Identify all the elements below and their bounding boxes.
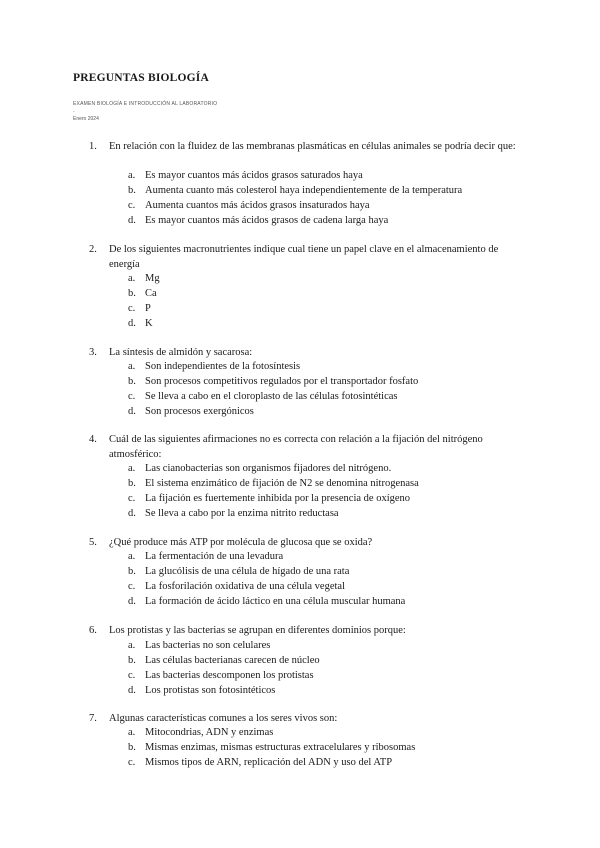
option-text: Los protistas son fotosintéticos [145, 685, 276, 696]
option-letter: d. [128, 406, 136, 417]
option-letter: b. [128, 566, 136, 577]
option-letter: b. [128, 655, 136, 666]
option-text: P [145, 303, 151, 314]
option-letter: d. [128, 596, 136, 607]
option-b [0, 374, 600, 389]
option-letter: c. [128, 670, 136, 681]
option-letter: a. [128, 640, 136, 651]
option-c [0, 491, 600, 506]
option-letter: c. [128, 303, 136, 314]
question-number: 5. [89, 537, 97, 548]
option-d [0, 683, 600, 698]
option-letter: a. [128, 170, 136, 181]
option-letter: a. [128, 727, 136, 738]
question-number: 4. [89, 434, 97, 445]
question-number: 6. [89, 625, 97, 636]
option-letter: b. [128, 376, 136, 387]
option-text: Es mayor cuantos más ácidos grasos saturados haya [145, 170, 363, 181]
option-text: Las cianobacterias son organismos fijadores del nitrógeno. [145, 463, 392, 474]
question-text: Cuál de las siguientes afirmaciones no es correcta con relación a la fijación del nitrógeno atmosférico: [109, 434, 483, 460]
option-text: El sistema enzimático de fijación de N2 se denomina nitrogenasa [145, 478, 419, 489]
option-c [0, 668, 600, 683]
option-text: La glucólisis de una célula de hígado de una rata [145, 566, 350, 577]
document-title: PREGUNTAS BIOLOGÍA [73, 72, 209, 84]
question-text: En relación con la fluidez de las membranas plasmáticas en células animales se podría decir que: [109, 141, 516, 152]
option-letter: b. [128, 742, 136, 753]
option-text: La fosforilación oxidativa de una célula vegetal [145, 581, 345, 592]
option-d [0, 594, 600, 609]
option-a [0, 549, 600, 564]
option-letter: b. [128, 288, 136, 299]
option-text: Mitocondrias, ADN y enzimas [145, 727, 274, 738]
question-number: 7. [89, 713, 97, 724]
option-a [0, 271, 600, 286]
question-number: 2. [89, 244, 97, 255]
option-text: Las bacterias descomponen los protistas [145, 670, 314, 681]
header-separator: - [73, 109, 75, 115]
option-letter: d. [128, 508, 136, 519]
option-text: Ca [145, 288, 157, 299]
option-text: Son procesos exergónicos [145, 406, 254, 417]
option-c [0, 198, 600, 213]
option-letter: c. [128, 581, 136, 592]
option-letter: c. [128, 493, 136, 504]
question-number: 3. [89, 347, 97, 358]
option-a [0, 725, 600, 740]
option-text: Se lleva a cabo por la enzima nitrito reductasa [145, 508, 339, 519]
option-text: Aumenta cuanto más colesterol haya independientemente de la temperatura [145, 185, 463, 196]
option-d [0, 213, 600, 228]
option-d [0, 506, 600, 521]
question-text: ¿Qué produce más ATP por molécula de glucosa que se oxida? [109, 537, 373, 548]
option-text: K [145, 318, 153, 329]
option-b [0, 286, 600, 301]
option-d [0, 316, 600, 331]
option-b [0, 653, 600, 668]
option-text: La formación de ácido láctico en una célula muscular humana [145, 596, 406, 607]
option-a [0, 168, 600, 183]
option-letter: c. [128, 757, 136, 768]
option-c [0, 579, 600, 594]
option-letter: a. [128, 551, 136, 562]
option-text: Se lleva a cabo en el cloroplasto de las células fotosintéticas [145, 391, 398, 402]
option-d [0, 404, 600, 419]
option-text: Aumenta cuantos más ácidos grasos insaturados haya [145, 200, 370, 211]
option-text: Son procesos competitivos regulados por el transportador fosfato [145, 376, 419, 387]
exam-subtitle: EXAMEN BIOLOGÍA E INTRODUCCIÓN AL LABORATORIO [73, 101, 218, 107]
option-letter: b. [128, 185, 136, 196]
option-text: Las células bacterianas carecen de núcleo [145, 655, 320, 666]
question-text: Algunas características comunes a los seres vivos son: [109, 713, 338, 724]
question-text: La síntesis de almidón y sacarosa: [109, 347, 253, 358]
question-number: 1. [89, 141, 97, 152]
question-text: De los siguientes macronutrientes indique cual tiene un papel clave en el almacenamiento de energía [109, 244, 499, 270]
option-a [0, 359, 600, 374]
option-b [0, 564, 600, 579]
option-letter: b. [128, 478, 136, 489]
option-text: Mismas enzimas, mismas estructuras extracelulares y ribosomas [145, 742, 416, 753]
option-letter: a. [128, 273, 136, 284]
option-a [0, 638, 600, 653]
option-b [0, 183, 600, 198]
option-c [0, 755, 600, 770]
option-letter: d. [128, 215, 136, 226]
option-letter: c. [128, 391, 136, 402]
option-text: La fermentación de una levadura [145, 551, 284, 562]
option-letter: c. [128, 200, 136, 211]
option-c [0, 301, 600, 316]
option-text: Es mayor cuantos más ácidos grasos de cadena larga haya [145, 215, 389, 226]
option-text: Son independientes de la fotosíntesis [145, 361, 301, 372]
option-letter: a. [128, 463, 136, 474]
exam-date: Enero 2024 [73, 116, 99, 122]
option-letter: d. [128, 318, 136, 329]
option-b [0, 476, 600, 491]
option-text: Las bacterias no son celulares [145, 640, 271, 651]
option-text: Mismos tipos de ARN, replicación del ADN y uso del ATP [145, 757, 393, 768]
option-b [0, 740, 600, 755]
option-c [0, 389, 600, 404]
option-text: Mg [145, 273, 160, 284]
option-letter: d. [128, 685, 136, 696]
option-a [0, 461, 600, 476]
option-letter: a. [128, 361, 136, 372]
option-text: La fijación es fuertemente inhibida por la presencia de oxígeno [145, 493, 411, 504]
question-text: Los protistas y las bacterias se agrupan en diferentes dominios porque: [109, 625, 406, 636]
